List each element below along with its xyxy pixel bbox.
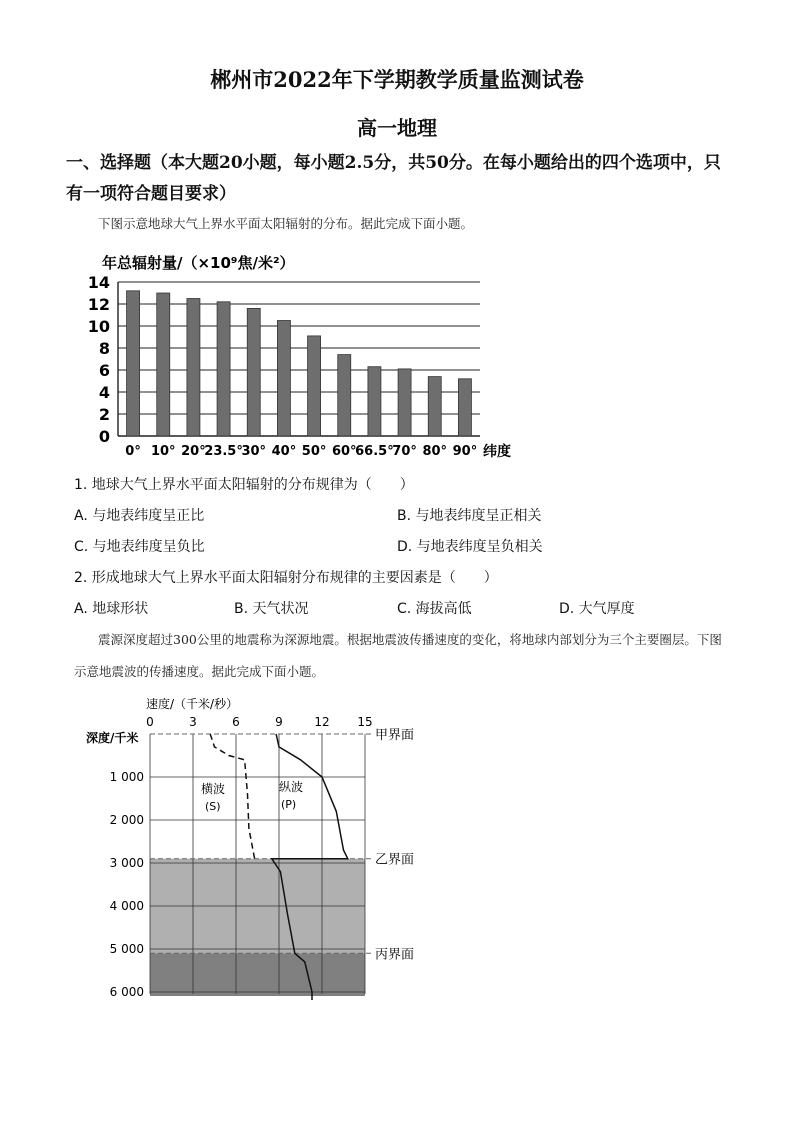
bar-chart-xlabel: 纬度: [483, 444, 511, 460]
bar-ytick-label: 2: [98, 405, 110, 424]
question-1-stem: 1. 地球大气上界水平面太阳辐射的分布规律为（ ）: [74, 477, 414, 493]
passage-intro-1: 下图示意地球大气上界水平面太阳辐射的分布。据此完成下面小题。: [98, 216, 474, 231]
wave-xtick-label: 6: [232, 715, 240, 729]
bar-xtick-label: 50°: [301, 444, 327, 459]
wave-ytick-label: 3 000: [109, 856, 144, 870]
bar-0°: [127, 291, 140, 436]
question-2-stem: 2. 形成地球大气上界水平面太阳辐射分布规律的主要因素是（ ）: [74, 570, 498, 586]
q2-option-d[interactable]: D. 大气厚度: [559, 601, 635, 617]
exam-title: 郴州市2022年下学期教学质量监测试卷: [210, 67, 584, 92]
bar-40°: [277, 321, 290, 437]
interface-label: 丙界面: [375, 947, 415, 963]
s-wave-name: 横波: [201, 782, 226, 796]
wave-ytick-label: 1 000: [109, 770, 144, 784]
bar-66.5°: [368, 367, 381, 436]
passage-intro-2: 震源深度超过300公里的地震称为深源地震。根据地震波传播速度的变化，将地球内部划分为三个主要圈层。下图示意地震波的传播速度。据此完成下面小题。: [74, 632, 722, 679]
s-wave-curve: [210, 734, 254, 859]
wave-chart-title: 速度/（千米/秒）: [146, 698, 239, 711]
p-wave-name: 纵波: [279, 780, 304, 794]
bar-70°: [398, 369, 411, 436]
q2-option-a[interactable]: A. 地球形状: [74, 601, 149, 617]
seismic-wave-chart: [84, 698, 434, 1000]
bar-ytick-label: 0: [98, 427, 110, 446]
bar-chart-title: 年总辐射量/（×10⁹焦/米²）: [102, 254, 295, 272]
wave-xtick-label: 9: [275, 715, 283, 729]
q1-option-b[interactable]: B. 与地表纬度呈正相关: [397, 508, 542, 524]
q1-option-d[interactable]: D. 与地表纬度呈负相关: [397, 539, 543, 555]
bar-ytick-label: 6: [98, 361, 110, 380]
bar-xtick-label: 60°: [331, 444, 357, 459]
inner-core-layer: [150, 953, 365, 996]
q2-option-b[interactable]: B. 天气状况: [234, 601, 309, 617]
p-wave-tag: (P): [281, 798, 297, 811]
q1-option-c[interactable]: C. 与地表纬度呈负比: [74, 539, 205, 555]
bar-80°: [428, 377, 441, 436]
bar-ytick-label: 4: [98, 383, 110, 402]
interface-label: 乙界面: [375, 852, 415, 868]
wave-chart-ylabel: 深度/千米: [86, 731, 139, 745]
bar-xtick-label: 10°: [150, 444, 176, 459]
wave-ytick-label: 6 000: [109, 985, 144, 999]
bar-10°: [157, 293, 170, 436]
bar-xtick-label: 66.5°: [355, 444, 394, 459]
section-heading: 一、选择题（本大题20小题，每小题2.5分，共50分。在每小题给出的四个选项中，只有一项符合题目要求）: [66, 153, 721, 204]
bar-23.5°: [217, 302, 230, 436]
bar-ytick-label: 8: [98, 339, 110, 358]
bar-xtick-label: 40°: [271, 444, 297, 459]
bar-xtick-label: 80°: [422, 444, 448, 459]
interface-label: 甲界面: [375, 728, 415, 743]
wave-xtick-label: 12: [314, 715, 330, 729]
bar-20°: [187, 299, 200, 437]
wave-ytick-label: 2 000: [109, 813, 144, 827]
wave-ytick-label: 4 000: [109, 899, 144, 913]
q1-option-a[interactable]: A. 与地表纬度呈正比: [74, 508, 205, 524]
bar-30°: [247, 308, 260, 436]
bar-60°: [338, 355, 351, 436]
exam-subject: 高一地理: [357, 116, 437, 140]
q2-option-c[interactable]: C. 海拔高低: [397, 601, 472, 617]
bar-xtick-label: 90°: [452, 444, 478, 459]
bar-ytick-label: 12: [87, 295, 110, 314]
bar-90°: [458, 379, 471, 436]
bar-50°: [308, 336, 321, 436]
bar-xtick-label: 70°: [392, 444, 417, 459]
s-wave-tag: (S): [205, 800, 221, 813]
bar-xtick-label: 20°: [181, 444, 206, 459]
solar-radiation-bar-chart: [80, 248, 520, 463]
bar-xtick-label: 23.5°: [204, 444, 243, 459]
bar-xtick-label: 30°: [241, 444, 267, 459]
wave-xtick-label: 3: [189, 715, 197, 729]
wave-xtick-label: 0: [146, 715, 154, 729]
wave-xtick-label: 15: [357, 715, 373, 729]
wave-ytick-label: 5 000: [109, 942, 144, 956]
bar-xtick-label: 0°: [125, 444, 141, 459]
bar-ytick-label: 10: [87, 317, 110, 336]
bar-ytick-label: 14: [87, 273, 110, 292]
